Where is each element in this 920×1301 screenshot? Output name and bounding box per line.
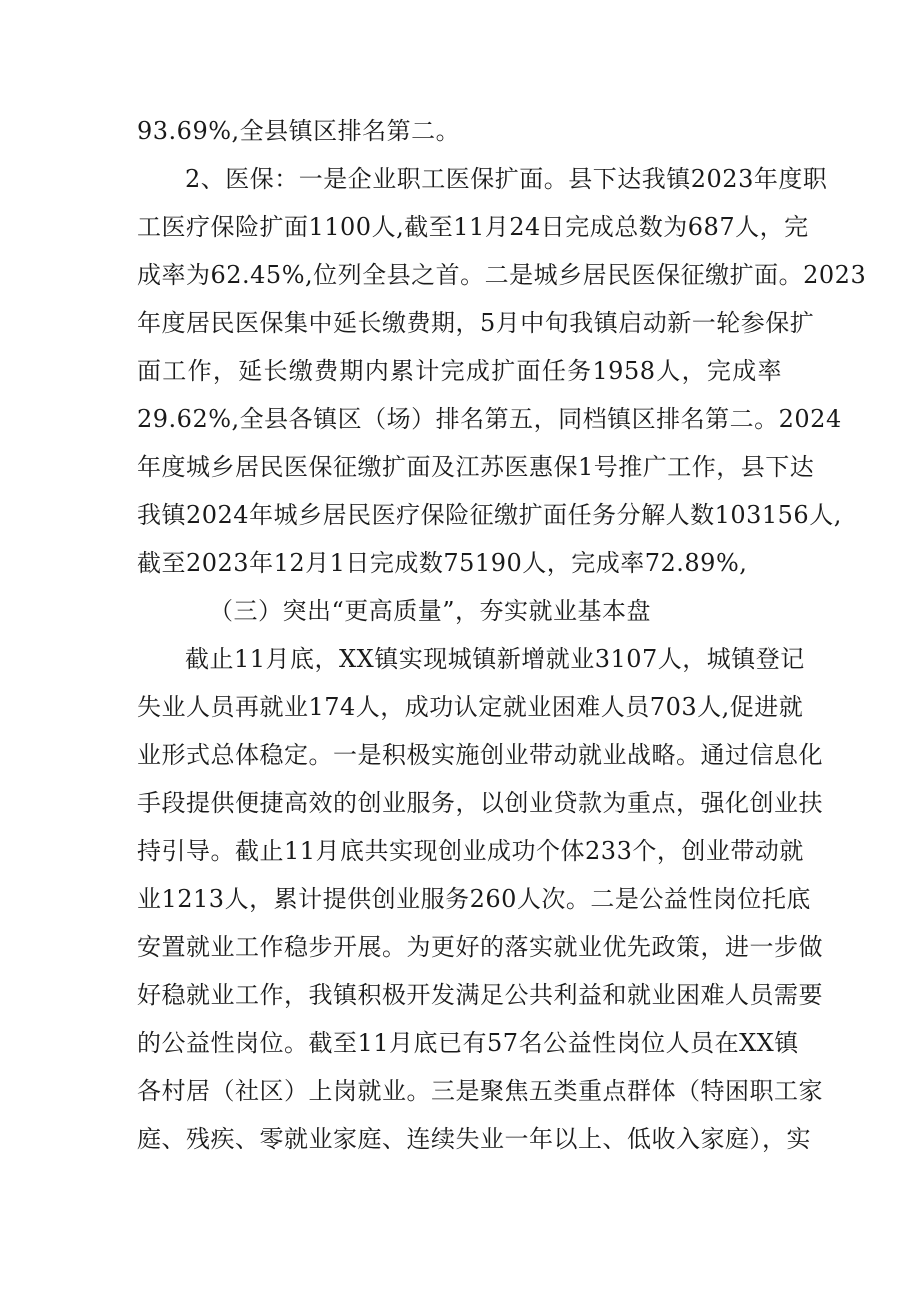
paragraph-line: 业1213人，累计提供创业服务260人次。二是公益性岗位托底 bbox=[137, 885, 811, 913]
paragraph-line: 手段提供便捷高效的创业服务，以创业贷款为重点，强化创业扶 bbox=[137, 789, 823, 817]
paragraph-line: 庭、残疾、零就业家庭、连续失业一年以上、低收入家庭），实 bbox=[137, 1125, 811, 1153]
paragraph-line: 工医疗保险扩面1100人,截至11月24日完成总数为687人，完 bbox=[137, 213, 809, 241]
paragraph-line: 我镇2024年城乡居民医疗保险征缴扩面任务分解人数103156人, bbox=[137, 501, 842, 529]
paragraph-line: 截至2023年12月1日完成数75190人，完成率72.89%, bbox=[137, 549, 748, 577]
paragraph-line: 好稳就业工作，我镇积极开发满足公共利益和就业困难人员需要 bbox=[137, 981, 823, 1009]
paragraph-line: 93.69%,全县镇区排名第二。 bbox=[137, 117, 461, 145]
paragraph-line: 截止11月底，XX镇实现城镇新增就业3107人，城镇登记 bbox=[185, 645, 805, 673]
section-heading: （三）突出“更高质量”，夯实就业基本盘 bbox=[209, 597, 652, 625]
paragraph-line: 29.62%,全县各镇区（场）排名第五，同档镇区排名第二。2024 bbox=[137, 405, 842, 433]
paragraph-line: 2、医保：一是企业职工医保扩面。县下达我镇2023年度职 bbox=[185, 165, 828, 193]
paragraph-line: 持引导。截止11月底共实现创业成功个体233个，创业带动就 bbox=[137, 837, 804, 865]
paragraph-line: 的公益性岗位。截至11月底已有57名公益性岗位人员在XX镇 bbox=[137, 1029, 799, 1057]
paragraph-line: 安置就业工作稳步开展。为更好的落实就业优先政策，进一步做 bbox=[137, 933, 823, 961]
paragraph-line: 业形式总体稳定。一是积极实施创业带动就业战略。通过信息化 bbox=[137, 741, 823, 769]
paragraph-line: 年度居民医保集中延长缴费期，5月中旬我镇启动新一轮参保扩 bbox=[137, 309, 815, 337]
document-body bbox=[137, 107, 867, 1163]
paragraph-line: 面工作，延长缴费期内累计完成扩面任务1958人，完成率 bbox=[137, 357, 782, 385]
paragraph-line: 各村居（社区）上岗就业。三是聚焦五类重点群体（特困职工家 bbox=[137, 1077, 823, 1105]
paragraph-line: 年度城乡居民医保征缴扩面及江苏医惠保1号推广工作，县下达 bbox=[137, 453, 815, 481]
paragraph-line: 成率为62.45%,位列全县之首。二是城乡居民医保征缴扩面。2023 bbox=[137, 261, 867, 289]
paragraph-line: 失业人员再就业174人，成功认定就业困难人员703人,促进就 bbox=[137, 693, 804, 721]
